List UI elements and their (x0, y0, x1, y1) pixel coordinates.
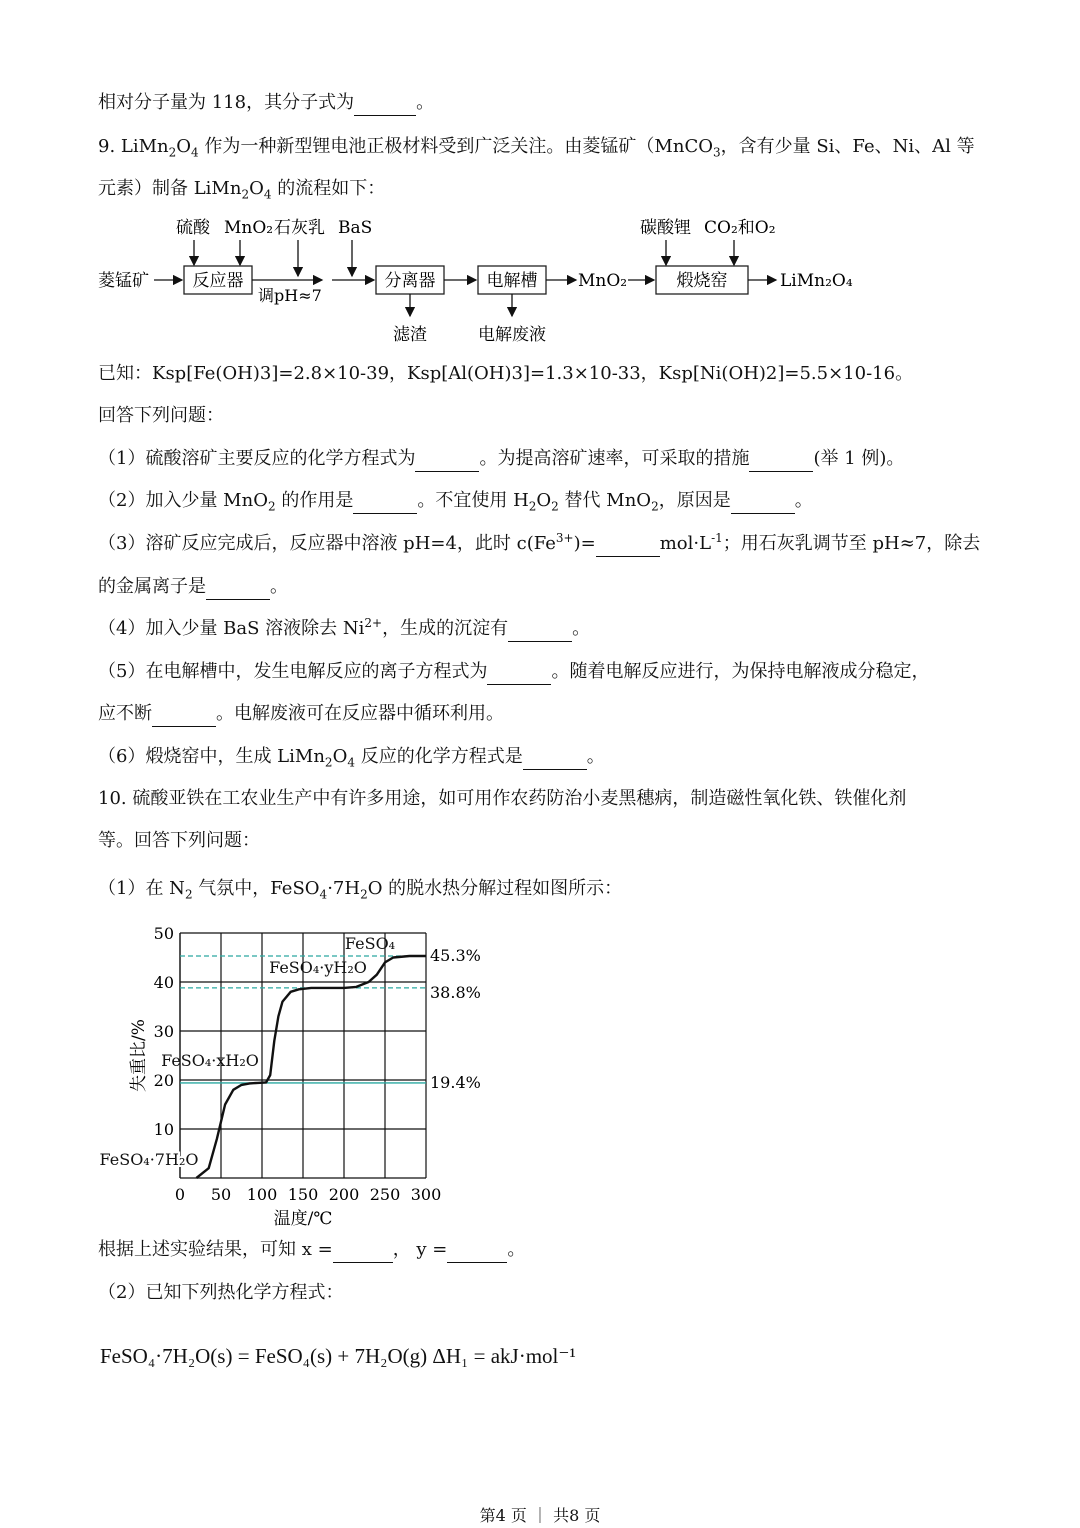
x-tick-label: 50 (210, 1185, 232, 1204)
text: （3）溶矿反应完成后，反应器中溶液 pH=4，此时 c(Fe (98, 533, 556, 554)
text-line: 相对分子量为 118，其分子式为 。 (98, 91, 434, 116)
answer-blank[interactable] (415, 447, 479, 472)
text: 应不断 (98, 703, 152, 724)
x-tick-label: 200 (328, 1185, 360, 1204)
text: mol·L (659, 533, 712, 554)
x-tick-label: 100 (246, 1185, 278, 1204)
answer-blank[interactable] (731, 489, 795, 514)
x-tick-label: 150 (287, 1185, 319, 1204)
ore-label: 菱锰矿 (98, 271, 149, 291)
question-10-line2 (98, 829, 260, 853)
answer-intro (98, 404, 224, 428)
separator-label: 分离器 (384, 271, 436, 291)
text: ， y = (392, 1239, 448, 1260)
y-tick-label: 20 (153, 1071, 174, 1090)
dehydration-chart (90, 915, 500, 1230)
adjust-ph-label: 调pH≈7 (258, 286, 322, 305)
sub-question-2: （2）加入少量 MnO$_2$ 的作用是 。不宜使用 $H_2O_2$ 替代 MnO$_2$，原因是 。 (98, 490, 813, 514)
question-10-sub1: （1）在 $N_2$ 气氛中，$FeSO_4\cdot 7H_2O$ 的脱水热分解过程如图所示： (98, 878, 623, 902)
waste-label: 电解废液 (478, 325, 546, 345)
text: （1）硫酸溶矿主要反应的化学方程式为 (98, 448, 416, 469)
x-tick-label: 300 (410, 1185, 442, 1204)
answer-blank-y[interactable] (447, 1238, 507, 1263)
answer-blank[interactable] (354, 91, 416, 116)
y-axis-label: 失重比/% (129, 1019, 149, 1092)
product-label: LiMn₂O₄ (780, 271, 853, 291)
reference-label: 19.4% (430, 1072, 481, 1092)
thermo-equation (100, 1344, 576, 1368)
chart-annotation: FeSO₄·yH₂O (269, 958, 367, 977)
answer-blank[interactable] (206, 575, 270, 600)
sub-question-1 (98, 447, 904, 472)
electrolyzer-label: 电解槽 (486, 271, 538, 291)
reactor-label: 反应器 (192, 271, 244, 291)
text: ，原因是 (658, 490, 731, 511)
known-text: 已知：Ksp[Fe(OH)3]=2.8×10-39，Ksp[Al(OH)3]=1.3×10-33，Ksp[Ni(OH)2]=5.5×10-16。 (98, 363, 914, 384)
text: 10. 硫酸亚铁在工农业生产中有许多用途，如可用作农药防治小麦黑穗病，制造磁性氧化铁、铁催化剂 (98, 788, 907, 809)
text: 替代 MnO (564, 490, 652, 511)
answer-blank[interactable] (508, 617, 572, 642)
text: (举 1 例)。 (813, 448, 905, 469)
chart-annotation: FeSO₄·xH₂O (161, 1051, 259, 1070)
text: 的金属离子是 (98, 576, 206, 597)
text: 反应的化学方程式是 (360, 746, 523, 767)
answer-blank[interactable] (487, 660, 551, 685)
question-9-line1: 9. $LiMn_2O_4$ 作为一种新型锂电池正极材料受到广泛关注。由菱锰矿（MnCO$_3$，含有少量 Si、Fe、Ni、Al 等 (98, 136, 975, 160)
text: 根据上述实验结果，可知 x = (98, 1239, 333, 1260)
answer-blank[interactable] (596, 532, 660, 557)
text: ·7H (327, 878, 361, 899)
y-tick-label: 50 (153, 924, 174, 943)
reference-label: 45.3% (430, 946, 481, 966)
text: ，含有少量 Si、Fe、Ni、Al 等 (720, 136, 975, 157)
sub-question-3-cont: 的金属离子是 。 (98, 575, 288, 600)
text: 元素）制备 LiMn (98, 178, 242, 199)
text: )= (573, 533, 596, 554)
text: （5）在电解槽中，发生电解反应的离子方程式为 (98, 661, 488, 682)
reagent-co2-o2: CO₂和O₂ (704, 218, 776, 238)
text: 9. LiMn (98, 136, 169, 157)
answer-blank-x[interactable] (333, 1238, 393, 1263)
text: 气氛中，FeSO (192, 878, 320, 899)
text: ；用石灰乳调节至 pH≈7，除去 (722, 533, 981, 554)
y-tick-label: 40 (153, 973, 174, 992)
page-footer (0, 1503, 1080, 1526)
text: 等。回答下列问题： (98, 830, 260, 851)
text: 。不宜使用 H (417, 490, 529, 511)
result-line: 根据上述实验结果，可知 x = ， y = 。 (98, 1238, 525, 1263)
footer-text: 第4 页 ｜ 共8 页 (479, 1506, 601, 1525)
text: 。电解废液可在反应器中循环利用。 (216, 703, 504, 724)
mno2-product-label: MnO₂ (578, 271, 628, 291)
text: （2）加入少量 MnO (98, 490, 268, 511)
known-line (98, 362, 913, 386)
text: 作为一种新型锂电池正极材料受到广泛关注。由菱锰矿（MnCO (204, 136, 713, 157)
question-10-sub2 (98, 1281, 343, 1305)
sub-question-5 (98, 660, 929, 685)
text: （2）已知下列热化学方程式： (98, 1282, 344, 1303)
x-axis-label: 温度/℃ (273, 1209, 333, 1229)
text: O 的脱水热分解过程如图所示： (367, 878, 623, 899)
reagent-mno2: MnO₂ (224, 218, 274, 238)
text: 的流程如下： (277, 178, 386, 199)
question-10-line1 (98, 787, 906, 811)
text: 相对分子量为 118，其分子式为 (98, 92, 355, 113)
sub-question-3: （3）溶矿反应完成后，反应器中溶液 pH=4，此时 $c(Fe^{3+})= mol\cdot L^{-1}$；用石灰乳调节至 pH≈7，除去 (98, 532, 980, 557)
flow-diagram (90, 210, 890, 350)
text: （4）加入少量 BaS 溶液除去 Ni (98, 618, 365, 639)
reagent-li2co3: 碳酸锂 (640, 218, 691, 238)
text: 回答下列问题： (98, 405, 224, 426)
text: 的作用是 (281, 490, 354, 511)
sub-question-5-cont (98, 702, 504, 727)
kiln-label: 煅烧窑 (676, 271, 728, 291)
answer-blank[interactable] (523, 745, 587, 770)
text: 。随着电解反应进行，为保持电解液成分稳定， (551, 661, 930, 682)
y-tick-label: 10 (153, 1120, 174, 1139)
answer-blank[interactable] (353, 489, 417, 514)
residue-label: 滤渣 (393, 325, 427, 345)
text: 。为提高溶矿速率，可采取的措施 (479, 448, 750, 469)
sub-question-6: （6）煅烧窑中，生成 $LiMn_2O_4$ 反应的化学方程式是 。 (98, 746, 605, 770)
answer-blank[interactable] (749, 447, 813, 472)
x-tick-label: 0 (174, 1185, 186, 1204)
x-tick-label: 250 (369, 1185, 401, 1204)
sub-question-4: （4）加入少量 BaS 溶液除去 $Ni^{2+}$，生成的沉淀有 。 (98, 617, 590, 642)
y-tick-label: 30 (153, 1022, 174, 1041)
chart-annotation: FeSO₄·7H₂O (99, 1150, 199, 1169)
reagent-lime: 石灰乳 (274, 218, 325, 238)
question-9-line2: 元素）制备 $LiMn_2O_4$ 的流程如下： (98, 178, 386, 202)
text: （1）在 N (98, 878, 185, 899)
equation-text: FeSO₄·7H₂O(s) = FeSO₄(s) + 7H₂O(g) ΔH₁ = akJ·mol⁻¹ (100, 1344, 576, 1368)
text: （6）煅烧窑中，生成 LiMn (98, 746, 325, 767)
chart-annotation: FeSO₄ (344, 934, 396, 953)
reagent-bas: BaS (338, 218, 373, 238)
text: ，生成的沉淀有 (382, 618, 509, 639)
reference-label: 38.8% (430, 982, 481, 1002)
reagent-h2so4: 硫酸 (176, 218, 210, 238)
answer-blank[interactable] (152, 702, 216, 727)
